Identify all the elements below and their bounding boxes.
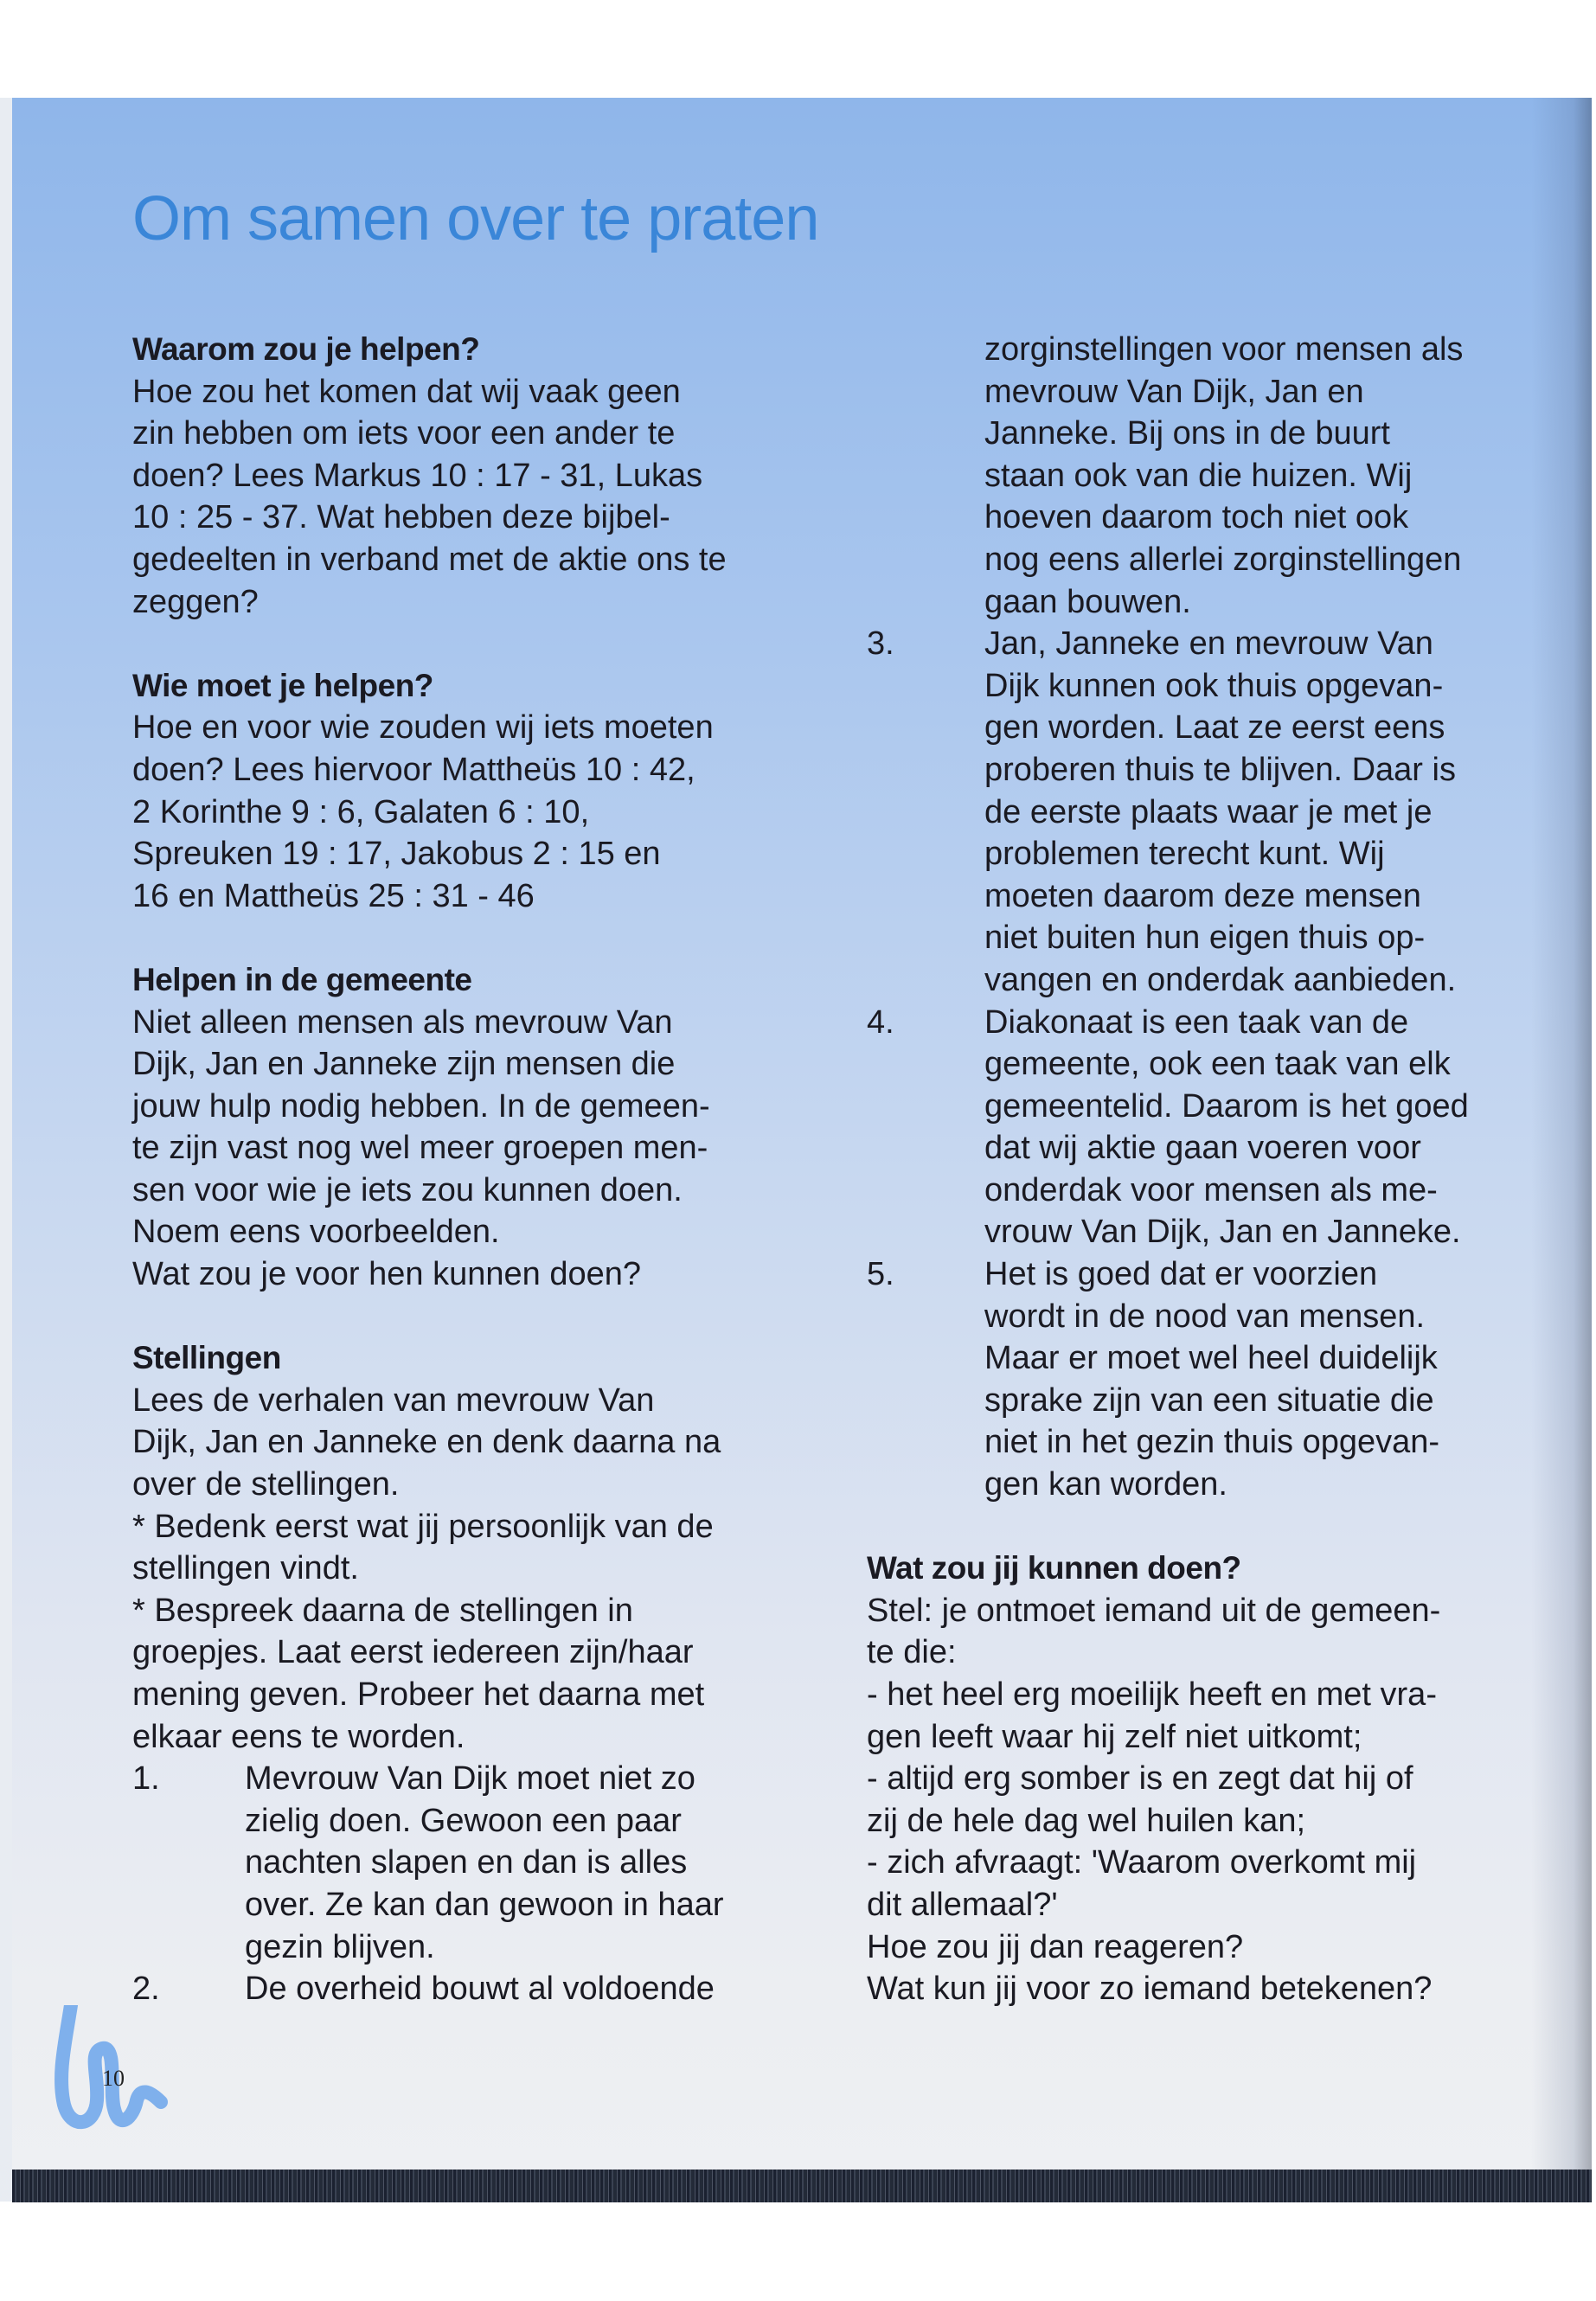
line-text: zeggen?	[132, 583, 259, 620]
line-text: Maar er moet wel heel duidelijk	[984, 1340, 1438, 1377]
text-line	[132, 1842, 727, 1884]
section-heading	[132, 665, 727, 708]
text-line	[867, 1716, 1469, 1759]
line-text: vrouw Van Dijk, Jan en Janneke.	[984, 1214, 1461, 1251]
text-line	[867, 1253, 1469, 1296]
text-line	[132, 1716, 727, 1759]
line-text: gen worden. Laat ze eerst eens	[984, 709, 1445, 747]
line-text: Lees de verhalen van mevrouw Van	[132, 1381, 655, 1419]
text-line	[867, 455, 1469, 497]
list-number: 5.	[867, 1256, 894, 1293]
line-text: zij de hele dag wel huilen kan;	[867, 1802, 1306, 1839]
text-line	[132, 1590, 727, 1632]
line-text: te zijn vast nog wel meer groepen men-	[132, 1130, 708, 1167]
line-text: gen kan worden.	[984, 1466, 1227, 1503]
page-number: 10	[102, 2066, 125, 2091]
text-line	[132, 707, 727, 749]
text-line	[867, 1043, 1469, 1086]
blank-line	[867, 1506, 1469, 1548]
line-text: problemen terecht kunt. Wij	[984, 836, 1385, 873]
text-line	[132, 1380, 727, 1422]
line-text: doen? Lees hiervoor Mattheüs 10 : 42,	[132, 751, 695, 788]
line-text: Janneke. Bij ons in de buurt	[984, 415, 1390, 452]
line-text: zielig doen. Gewoon een paar	[245, 1802, 682, 1839]
list-number: 3.	[867, 625, 894, 663]
line-text: over de stellingen.	[132, 1466, 400, 1503]
line-text: De overheid bouwt al voldoende	[245, 1971, 715, 2008]
text-line	[132, 1464, 727, 1506]
blank-line	[132, 917, 727, 959]
text-line	[867, 1380, 1469, 1422]
text-line	[132, 875, 727, 918]
text-line	[867, 1968, 1469, 2010]
text-line	[867, 371, 1469, 413]
text-line	[867, 329, 1469, 371]
line-text: Noem eens voorbeelden.	[132, 1214, 500, 1251]
text-line	[132, 1043, 727, 1086]
text-line	[867, 1926, 1469, 1969]
line-text: nachten slapen en dan is alles	[245, 1844, 688, 1881]
left-column	[132, 329, 727, 2010]
text-line	[867, 623, 1469, 665]
line-text: Wat kun jij voor zo iemand betekenen?	[867, 1971, 1433, 2008]
text-line	[132, 1758, 727, 1800]
text-line	[132, 581, 727, 624]
line-text: Stel: je ontmoet iemand uit de gemeen-	[867, 1592, 1441, 1629]
line-text: Dijk, Jan en Janneke en denk daarna na	[132, 1424, 721, 1461]
line-text: de eerste plaats waar je met je	[984, 793, 1433, 830]
line-text: - altijd erg somber is en zegt dat hij of	[867, 1760, 1413, 1798]
text-line	[132, 1631, 727, 1674]
text-line	[867, 875, 1469, 918]
line-text: mening geven. Probeer het daarna met	[132, 1676, 705, 1713]
text-line	[867, 413, 1469, 455]
text-line	[132, 413, 727, 455]
line-text: Waarom zou je helpen?	[132, 331, 480, 367]
text-line	[867, 665, 1469, 708]
line-text: groepjes. Laat eerst iedereen zijn/haar	[132, 1634, 694, 1671]
text-line	[867, 497, 1469, 539]
text-line	[132, 1800, 727, 1843]
text-line	[867, 1631, 1469, 1674]
line-text: Spreuken 19 : 17, Jakobus 2 : 15 en	[132, 836, 661, 873]
line-text: * Bespreek daarna de stellingen in	[132, 1592, 633, 1629]
line-text: 10 : 25 - 37. Wat hebben deze bijbel-	[132, 499, 670, 536]
section-heading	[132, 1337, 727, 1380]
line-text: Niet alleen mensen als mevrouw Van	[132, 1003, 673, 1041]
line-text: vangen en onderdak aanbieden.	[984, 961, 1457, 998]
text-line	[132, 1170, 727, 1212]
text-line	[132, 1884, 727, 1926]
text-line	[132, 749, 727, 792]
text-line	[867, 1002, 1469, 1044]
list-number: 1.	[132, 1760, 160, 1798]
line-text: Hoe zou het komen dat wij vaak geen	[132, 373, 681, 410]
line-text: te die:	[867, 1634, 957, 1671]
section-heading	[867, 1548, 1469, 1590]
text-line	[867, 1464, 1469, 1506]
blank-line	[132, 623, 727, 665]
line-text: Jan, Janneke en mevrouw Van	[984, 625, 1433, 663]
line-text: niet in het gezin thuis opgevan-	[984, 1424, 1440, 1461]
line-text: dat wij aktie gaan voeren voor	[984, 1130, 1421, 1167]
line-text: gemeentelid. Daarom is het goed	[984, 1087, 1469, 1125]
blank-line	[132, 1296, 727, 1338]
text-line	[132, 1926, 727, 1969]
line-text: proberen thuis te blijven. Daar is	[984, 751, 1456, 788]
line-text: Mevrouw Van Dijk moet niet zo	[245, 1760, 695, 1798]
line-text: - zich afvraagt: 'Waarom overkomt mij	[867, 1844, 1417, 1881]
text-line	[132, 833, 727, 875]
line-text: stellingen vindt.	[132, 1550, 359, 1587]
section-heading	[132, 329, 727, 371]
line-text: onderdak voor mensen als me-	[984, 1171, 1438, 1208]
line-text: zin hebben om iets voor een ander te	[132, 415, 676, 452]
line-text: moeten daarom deze mensen	[984, 877, 1421, 914]
line-text: zorginstellingen voor mensen als	[984, 331, 1464, 368]
text-line	[867, 1758, 1469, 1800]
text-line	[132, 1674, 727, 1716]
line-text: doen? Lees Markus 10 : 17 - 31, Lukas	[132, 457, 703, 494]
text-line	[132, 1968, 727, 2010]
text-line	[867, 749, 1469, 792]
text-line	[132, 455, 727, 497]
line-text: nog eens allerlei zorginstellingen	[984, 541, 1462, 578]
line-text: sen voor wie je iets zou kunnen doen.	[132, 1171, 683, 1208]
line-text: hoeven daarom toch niet ook	[984, 499, 1409, 536]
text-line	[132, 1506, 727, 1548]
text-line	[132, 1253, 727, 1296]
line-text: * Bedenk eerst wat jij persoonlijk van de	[132, 1508, 714, 1545]
line-text: Dijk kunnen ook thuis opgevan-	[984, 667, 1444, 704]
text-line	[867, 959, 1469, 1002]
line-text: staan ook van die huizen. Wij	[984, 457, 1413, 494]
line-text: gen leeft waar hij zelf niet uitkomt;	[867, 1718, 1362, 1755]
line-text: gedeelten in verband met de aktie ons te	[132, 541, 727, 578]
line-text: mevrouw Van Dijk, Jan en	[984, 373, 1364, 410]
text-line	[867, 1674, 1469, 1716]
section-heading	[132, 959, 727, 1002]
book-binding-band	[12, 2170, 1592, 2202]
text-line	[867, 1337, 1469, 1380]
line-text: niet buiten hun eigen thuis op-	[984, 920, 1426, 957]
line-text: gemeente, ook een taak van elk	[984, 1046, 1451, 1083]
text-line	[132, 497, 727, 539]
line-text: Stellingen	[132, 1340, 281, 1376]
text-line	[132, 1002, 727, 1044]
text-line	[132, 539, 727, 581]
line-text: sprake zijn van een situatie die	[984, 1381, 1434, 1419]
text-line	[867, 1127, 1469, 1170]
line-text: Diakonaat is een taak van de	[984, 1003, 1409, 1041]
text-line	[132, 1086, 727, 1128]
list-number: 2.	[132, 1971, 160, 2008]
line-text: Het is goed dat er voorzien	[984, 1256, 1378, 1293]
line-text: Hoe zou jij dan reageren?	[867, 1928, 1244, 1965]
line-text: dit allemaal?'	[867, 1886, 1058, 1923]
line-text: Helpen in de gemeente	[132, 961, 472, 997]
text-line	[867, 1800, 1469, 1843]
text-line	[132, 371, 727, 413]
line-text: 2 Korinthe 9 : 6, Galaten 6 : 10,	[132, 793, 590, 830]
text-line	[867, 792, 1469, 834]
line-text: over. Ze kan dan gewoon in haar	[245, 1886, 724, 1923]
line-text: wordt in de nood van mensen.	[984, 1298, 1426, 1335]
text-line	[867, 1086, 1469, 1128]
line-text: Wie moet je helpen?	[132, 667, 433, 703]
right-column	[867, 329, 1469, 2010]
line-text: Wat zou jij kunnen doen?	[867, 1550, 1241, 1586]
text-line	[132, 1548, 727, 1590]
text-line	[867, 1884, 1469, 1926]
text-line	[132, 792, 727, 834]
text-line	[132, 1421, 727, 1464]
line-text: gezin blijven.	[245, 1928, 435, 1965]
line-text: elkaar eens te worden.	[132, 1718, 465, 1755]
text-line	[867, 1421, 1469, 1464]
text-line	[867, 833, 1469, 875]
line-text: Hoe en voor wie zouden wij iets moeten	[132, 709, 714, 747]
text-line	[867, 539, 1469, 581]
line-text: jouw hulp nodig hebben. In de gemeen-	[132, 1087, 710, 1125]
text-line	[867, 707, 1469, 749]
text-line	[867, 1590, 1469, 1632]
text-line	[867, 1842, 1469, 1884]
line-text: - het heel erg moeilijk heeft en met vra-	[867, 1676, 1437, 1713]
text-line	[867, 917, 1469, 959]
text-line	[867, 581, 1469, 624]
line-text: 16 en Mattheüs 25 : 31 - 46	[132, 877, 535, 914]
text-line	[867, 1211, 1469, 1253]
text-line	[867, 1170, 1469, 1212]
text-line	[132, 1211, 727, 1253]
text-line	[867, 1296, 1469, 1338]
line-text: Dijk, Jan en Janneke zijn mensen die	[132, 1046, 676, 1083]
text-line	[132, 1127, 727, 1170]
line-text: gaan bouwen.	[984, 583, 1191, 620]
page-title: Om samen over te praten	[132, 184, 819, 253]
line-text: Wat zou je voor hen kunnen doen?	[132, 1256, 641, 1293]
list-number: 4.	[867, 1003, 894, 1041]
